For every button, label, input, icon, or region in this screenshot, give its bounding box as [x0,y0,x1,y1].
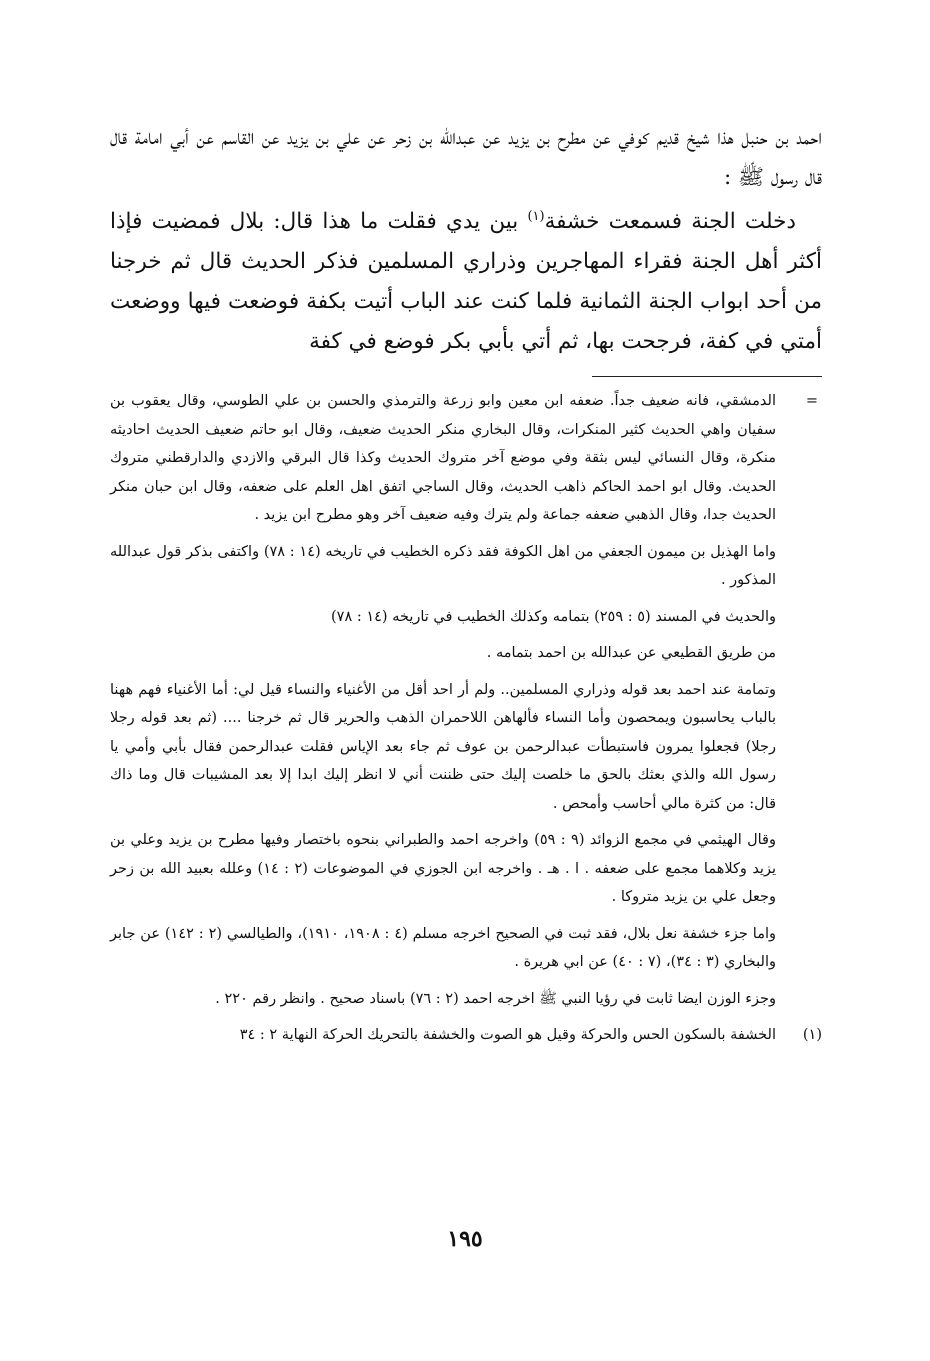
note-8: وجزء الوزن ايضا ثابت في رؤيا النبي ﷺ اخرجه احمد (٢ : ٧٦) باسناد صحيح . وانظر رقم ٢٢٠ . [215,990,776,1007]
footnote-separator [592,376,822,377]
note-continuation [110,387,822,530]
main-paragraph-2-rest: بين يدي فقلت ما هذا قال: بلال فمضيت فإذا أكثر أهل الجنة فقراء المهاجرين وذراري المسلمين فذكر الحديث قال ثم خرجنا من أحد ابواب الجنة الثمانية فلما كنت عند الباب أتيت بكفة فوضعت فيها ووضعت أمتي في كفة، فرجحت بها، ثم أتي بأبي بكر فوضع في كفة [110,209,822,354]
continuation-mark: = [805,393,818,409]
footnote-reference: (١) [527,208,545,224]
note-2: واما الهذيل بن ميمون الجعفي من اهل الكوفة فقد ذكره الخطيب في تاريخه (١٤ : ٧٨) واكتفى بذكر قول عبدالله المذكور . [110,543,776,588]
note-1-text: الدمشقي، فانه ضعيف جداً. ضعفه ابن معين وابو زرعة والترمذي والحسن بن علي الطوسي، وقال يعقوب بن سفيان واهي الحديث كثير المنكرات، وقال البخاري منكر الحديث ضعيف، وقال ابو حاتم ضعيف الحديث احاديثه منكرة، وقال النسائي ليس بثقة وفي موضع آخر متروك الحديث وكذا قال البرقي والازدي والدارقطني متروك الحديث. وقال ابو احمد الحاكم ذاهب الحديث، وقال الساجي اتفق اهل العلم على ضعفه، وقال ابن حبان منكر الحديث جدا، وقال الذهبي ضعفه جماعة ولم يترك وفيه ضعيف آخر وهو مطرح ابن يزيد . [110,393,776,523]
note-4: من طريق القطيعي عن عبدالله بن احمد بتمامه . [486,645,776,661]
page-body [110,118,822,1058]
note-5: وتمامة عند احمد بعد قوله وذراري المسلمين.. ولم أر احد أقل من الأغنياء والنساء قيل لي: أما الأغنياء فهم ههنا بالباب يحاسبون ويمحصون وأما النساء فألهاهن اللاحمران الذهب والحرير قال ثم خرجنا .... (ثم بعد قوله رجلا رجلا) فجعلوا يمرون فاستبطأت عبدالرحمن بن عوف ثم جاء بعد الإياس فقلت عبدالرحمن فقال بأبي وأمي يا رسول الله والذي بعثك بالحق ما خلصت إليك حتى ظننت أني لا انظر إليك ابدا إلا بعد المشيبات قال وما ذاك قال: من كثرة مالي أحاسب وأمحص . [110,681,776,812]
footnote-1 [110,1021,822,1050]
note-3: والحديث في المسند (٥ : ٢٥٩) بتمامه وكذلك الخطيب في تاريخه (١٤ : ٧٨) [330,608,776,625]
note-6: وقال الهيثمي في مجمع الزوائد (٩ : ٥٩) واخرجه احمد والطبراني بنحوه باختصار وفيها مطرح بن يزيد وعلي بن يزيد وكلاهما مجمع على ضعفه . ا . هـ . واخرجه ابن الجوزي في الموضوعات (٢ : ١٤) وعلله بعبيد الله بن زحر وجعل علي بن يزيد متروكا . [110,832,776,905]
note-7: واما جزء خشفة نعل بلال، فقد ثبت في الصحيح اخرجه مسلم (٤ : ١٩٠٨، ١٩١٠)، والطيالسي (٢ : ١٤٢) عن جابر والبخاري (٣ : ٣٤)، (٧ : ٤٠) عن ابي هريرة . [110,925,777,970]
main-paragraph-2 [110,202,822,362]
main-paragraph-1: احمد بن حنبل هذا شيخ قديم كوفي عن مطرح بن يزيد عن عبدالله بن زحر عن علي بن يزيد عن القاسم عن أبي امامة قال قال رسول ﷺ : [110,125,822,190]
footnote-1-number: (١) [802,1027,822,1043]
footnote-1-text: الخشفة بالسكون الحس والحركة وقيل هو الصوت والخشفة بالتحريك الحركة النهاية ٢ : ٣٤ [239,1027,776,1043]
main-text [110,118,822,362]
footnotes [110,387,822,1050]
main-paragraph-2-start: دخلت الجنة فسمعت خشفة [544,209,796,234]
page-number: ١٩٥ [447,1226,483,1252]
